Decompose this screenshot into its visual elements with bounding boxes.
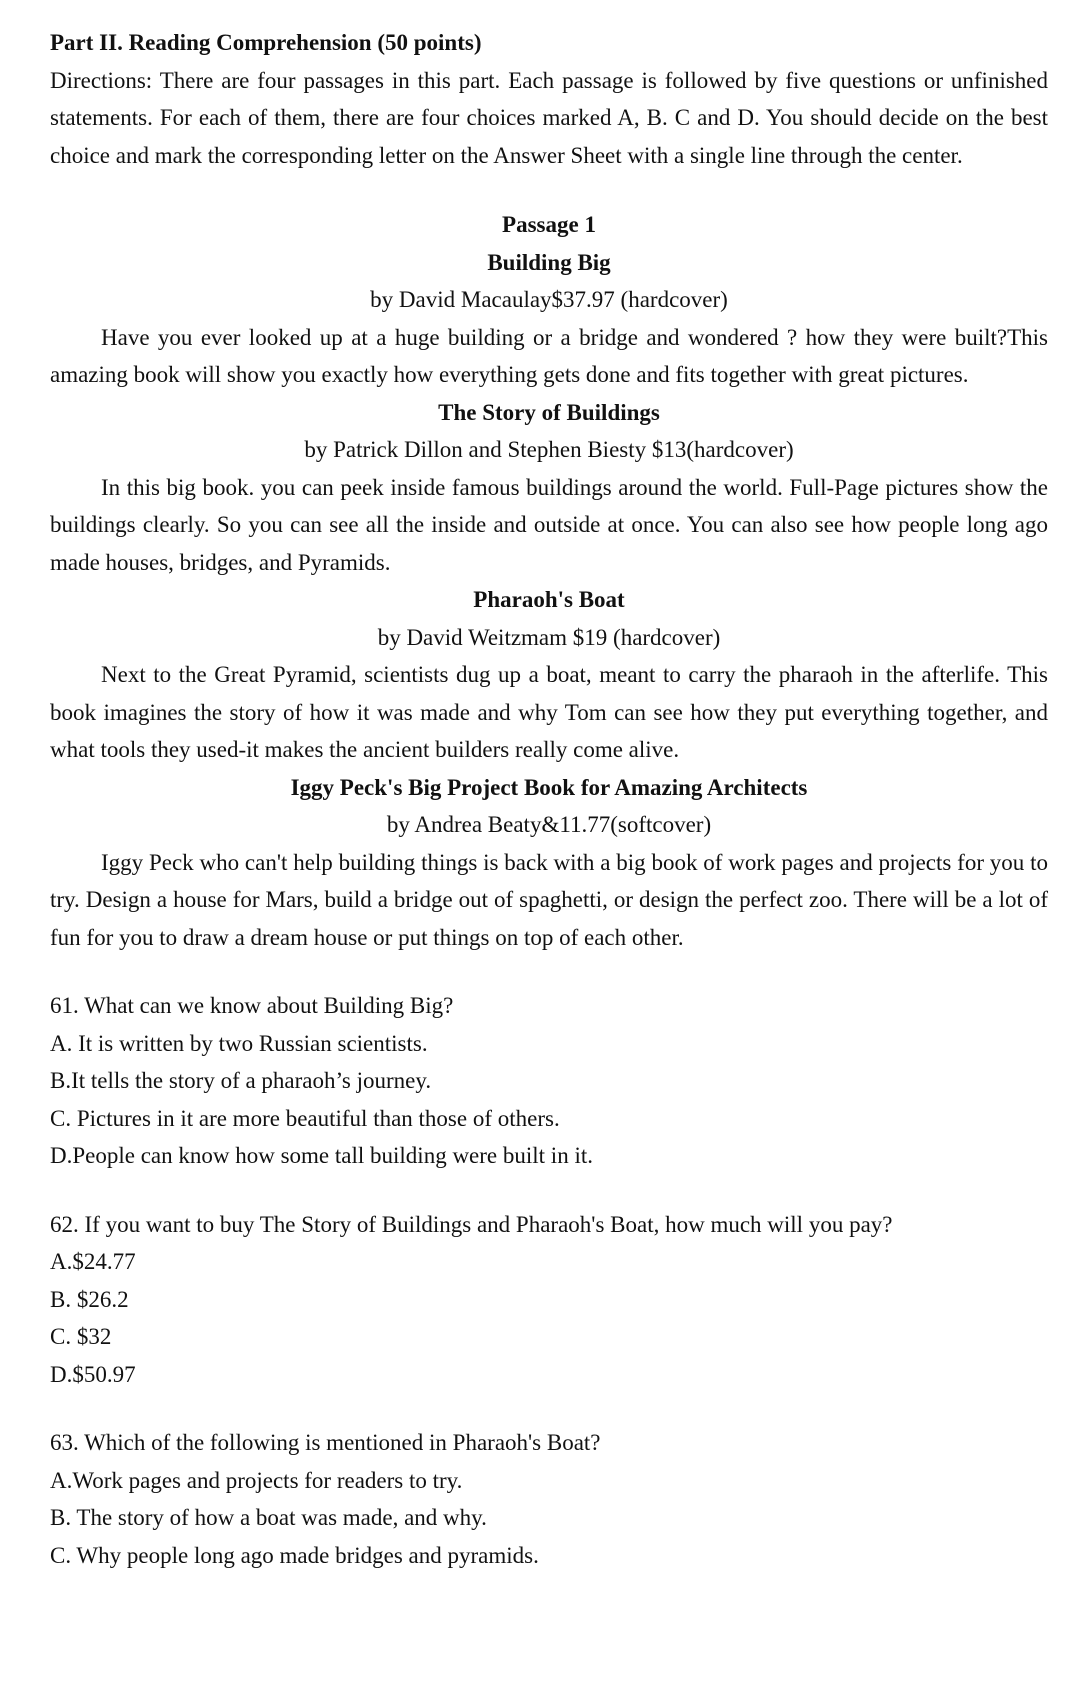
spacer: [50, 174, 1048, 206]
part-heading: Part II. Reading Comprehension (50 points): [50, 30, 482, 55]
question-stem: 63. Which of the following is mentioned in Pharaoh's Boat?: [50, 1430, 601, 1455]
book-entry: [50, 581, 1048, 769]
book-description: Iggy Peck who can't help building things is back with a big book of work pages and projects for you to try. Design a house for Mars, build a bridge out of spaghetti, or design the perfect zoo. There will be a lot of fun for you to draw a dream house or put things on top of each other.: [50, 849, 1048, 950]
question: [50, 987, 1048, 1175]
book-description: Next to the Great Pyramid, scientists dug up a boat, meant to carry the pharaoh in the afterlife. This book imagines the story of how it was made and why Tom can see how they put everything together, and what tools they used-it makes the ancient builders really come alive.: [50, 662, 1048, 762]
book-byline: by Patrick Dillon and Stephen Biesty $13(hardcover): [304, 437, 794, 462]
book-entry: [50, 394, 1048, 582]
directions-text: Directions: There are four passages in this part. Each passage is followed by five questions or unfinished statements. For each of them, there are four choices marked A, B. C and D. You should decide on the best choice and mark the corresponding letter on the Answer Sheet with a single line through the center.: [50, 67, 1048, 168]
book-title: Pharaoh's Boat: [473, 587, 625, 612]
answer-option-b[interactable]: B. The story of how a boat was made, and why.: [50, 1505, 487, 1530]
question: [50, 1424, 1048, 1574]
question-stem: 62. If you want to buy The Story of Buildings and Pharaoh's Boat, how much will you pay?: [50, 1211, 893, 1237]
answer-option-d[interactable]: D.$50.97: [50, 1361, 136, 1387]
spacer: [50, 956, 1048, 987]
spacer: [50, 1175, 1048, 1206]
book-title: Building Big: [487, 249, 611, 275]
book-entry: [50, 244, 1048, 394]
book-title: Iggy Peck's Big Project Book for Amazing Architects: [290, 774, 808, 800]
book-description: Have you ever looked up at a huge building or a bridge and wondered ? how they were built?This amazing book will show you exactly how everything gets done and fits together with great pictures.: [50, 324, 1048, 387]
passage-label: Passage 1: [502, 212, 596, 237]
answer-option-a[interactable]: A. It is written by two Russian scientists.: [50, 1030, 428, 1056]
question: [50, 1206, 1048, 1394]
question-stem: 61. What can we know about Building Big?: [50, 993, 454, 1018]
exam-page: [50, 24, 1048, 1574]
spacer: [50, 1393, 1048, 1424]
answer-option-b[interactable]: B. $26.2: [50, 1286, 129, 1312]
book-entry: [50, 769, 1048, 957]
book-byline: by David Weitzmam $19 (hardcover): [377, 624, 721, 650]
book-byline: by David Macaulay$37.97 (hardcover): [370, 287, 728, 312]
answer-option-c[interactable]: C. Pictures in it are more beautiful than those of others.: [50, 1105, 560, 1131]
answer-option-a[interactable]: A.$24.77: [50, 1249, 136, 1274]
answer-option-a[interactable]: A.Work pages and projects for readers to try.: [50, 1467, 463, 1493]
answer-option-d[interactable]: D.People can know how some tall building were built in it.: [50, 1143, 593, 1168]
book-description: In this big book. you can peek inside famous buildings around the world. Full-Page pictures show the buildings clearly. So you can see all the inside and outside at once. You can also see how people long ago made houses, bridges, and Pyramids.: [50, 474, 1048, 575]
answer-option-b[interactable]: B.It tells the story of a pharaoh’s journey.: [50, 1068, 432, 1093]
book-byline: by Andrea Beaty&11.77(softcover): [386, 812, 712, 837]
book-title: The Story of Buildings: [438, 399, 660, 425]
answer-option-c[interactable]: C. Why people long ago made bridges and pyramids.: [50, 1542, 539, 1568]
answer-option-c[interactable]: C. $32: [50, 1324, 112, 1349]
